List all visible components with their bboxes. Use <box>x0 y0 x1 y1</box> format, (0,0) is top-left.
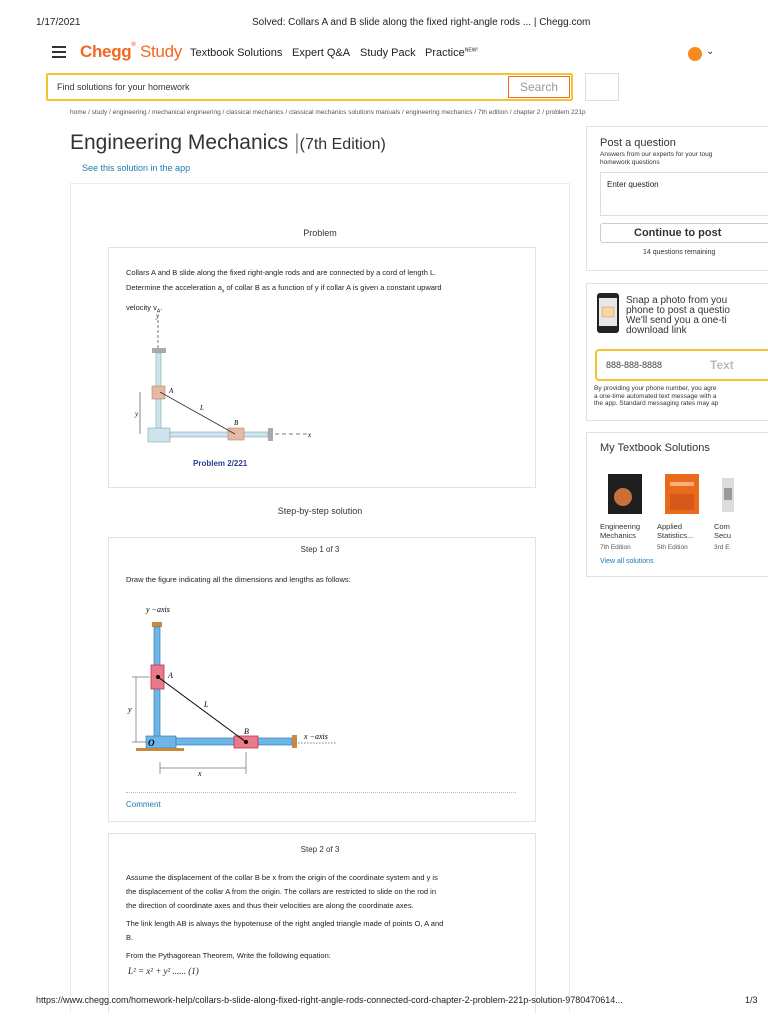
book-cover-2[interactable] <box>665 474 699 514</box>
step-2-equation: L² = x² + y² ...... (1) <box>128 966 199 976</box>
fig1-right-cap <box>292 735 297 748</box>
nav-study-pack[interactable]: Study Pack <box>360 47 416 59</box>
fig-collar-b <box>228 428 244 440</box>
questions-remaining: 14 questions remaining <box>643 249 716 256</box>
fig1-label-a: A <box>168 671 173 680</box>
problem-figure <box>130 310 320 450</box>
problem-heading: Problem <box>303 228 337 238</box>
book-2-edition: 5th Edition <box>657 544 688 551</box>
logo-chegg: Chegg <box>80 42 132 61</box>
problem-line-2a: Determine the acceleration a <box>126 283 222 292</box>
problem-line-3a: velocity v <box>126 302 157 312</box>
search-button[interactable]: Search <box>508 76 570 98</box>
snap-line-2: phone to post a questio <box>626 305 730 316</box>
step-1-text: Draw the figure indicating all the dimensions and lengths as follows: <box>126 575 351 584</box>
book-cover-3[interactable] <box>722 478 734 512</box>
fig-label-y-dim: y <box>135 410 139 418</box>
disclaimer-line-1: By providing your phone number, you agre <box>594 385 717 392</box>
post-subtitle-line-1: Answers from our experts for your toug <box>600 151 713 158</box>
print-page-number: 1/3 <box>745 995 758 1005</box>
step-2-paragraph-2 <box>126 917 443 945</box>
breadcrumb[interactable]: home / study / engineering / mechanical engineering / classical mechanics / classical mechanics solutions manuals / engineering mechanics / 7th edition / chapter 2 / problem 221p <box>70 109 586 116</box>
fig-cord <box>160 392 235 434</box>
problem-line-3b: . <box>160 302 163 312</box>
fig1-label-o: O <box>148 738 155 748</box>
book-3-info[interactable] <box>714 523 734 553</box>
step-2-p1-line-2: the displacement of the collar A from the origin. The collars are restricted to slide on the rod in <box>126 887 437 896</box>
snap-text <box>626 296 730 336</box>
step-1-figure <box>126 600 356 785</box>
step-2-p1-line-1: Assume the displacement of the collar B be x from the origin of the coordinate system and y is <box>126 873 438 882</box>
problem-line-2 <box>126 280 516 300</box>
nav-expert-qa[interactable]: Expert Q&A <box>292 47 351 59</box>
step-2-label: Step 2 of 3 <box>300 845 340 854</box>
book-1-title-1: Engineering <box>600 522 641 531</box>
fig-label-b: B <box>234 419 239 427</box>
book-title: Engineering Mechanics <box>70 131 289 154</box>
fig-label-y: y <box>156 312 160 320</box>
step-1-label: Step 1 of 3 <box>300 545 340 554</box>
phone-icon <box>596 292 620 334</box>
nav-practice[interactable] <box>425 47 478 59</box>
book-3-title-2: Secu <box>714 530 732 540</box>
fig-horizontal-rod <box>170 432 268 437</box>
textbook-solutions-title: My Textbook Solutions <box>600 442 710 454</box>
nav-practice-label: Practice <box>425 47 465 59</box>
nav-textbook-solutions[interactable]: Textbook Solutions <box>190 47 283 59</box>
fig1-label-x: x <box>198 769 202 778</box>
fig1-label-b: B <box>244 727 249 736</box>
new-badge: NEW! <box>464 47 478 54</box>
fig-origin-block <box>148 428 170 442</box>
book-2-title-1: Applied <box>657 522 683 531</box>
step-2-paragraph-1 <box>126 871 438 913</box>
fig-label-a: A <box>169 387 174 395</box>
print-url: https://www.chegg.com/homework-help/collars-b-slide-along-fixed-right-angle-rods-connected-cord-chapter-2-problem-221p-solution-9780470614... <box>36 995 623 1005</box>
continue-to-post-label: Continue to post <box>634 227 722 239</box>
hamburger-menu-icon[interactable] <box>52 43 66 61</box>
step-1-divider <box>126 792 516 793</box>
fig1-top-cap <box>152 622 162 627</box>
chevron-down-icon[interactable]: ⌄ <box>706 46 715 57</box>
fig-top-support <box>152 348 166 353</box>
book-cover-1-art <box>608 474 642 514</box>
search-placeholder: Find solutions for your homework <box>57 82 190 92</box>
search-side-box <box>585 73 619 101</box>
fig-right-support <box>268 428 273 441</box>
page-title: Engineering Mechanics |(7th Edition) <box>70 131 386 154</box>
snap-line-3: We'll send you a one-ti <box>626 315 727 326</box>
chegg-study-logo[interactable]: Chegg® Study <box>80 42 182 61</box>
book-1-title-2: Mechanics <box>600 530 636 540</box>
print-date: 1/17/2021 <box>36 17 81 28</box>
problem-line-1: Collars A and B slide along the fixed right-angle rods and are connected by a cord of length L. <box>126 268 437 277</box>
problem-sub-x: x <box>221 288 225 295</box>
fig1-ground <box>136 748 184 751</box>
fig-collar-a <box>152 386 165 399</box>
text-button[interactable]: Text <box>710 358 734 372</box>
problem-line-2b: of collar B as a function of y if collar A is given a constant upward <box>224 283 442 292</box>
see-solution-in-app-link[interactable]: See this solution in the app <box>82 163 191 173</box>
solution-heading: Step-by-step solution <box>277 506 363 516</box>
figure-caption: Problem 2/221 <box>193 459 248 468</box>
logo-study: Study <box>139 42 182 61</box>
fig1-label-xaxis: x −axis <box>304 732 328 741</box>
book-2-info[interactable] <box>657 523 693 553</box>
comment-link[interactable]: Comment <box>126 800 161 809</box>
book-edition: (7th Edition) <box>299 136 386 153</box>
print-doc-title: Solved: Collars A and B slide along the fixed right-angle rods ... | Chegg.com <box>252 17 591 28</box>
fig1-cord <box>158 677 246 742</box>
book-3-edition: 3rd E <box>714 544 730 551</box>
fig-label-x: x <box>308 431 312 439</box>
avatar[interactable] <box>688 47 702 61</box>
book-1-edition: 7th Edition <box>600 544 631 551</box>
step-2-p2-line-1: The link length AB is always the hypotenuse of the right angled triangle made of points O, A and <box>126 919 444 928</box>
post-question-title: Post a question <box>600 137 676 149</box>
book-cover-1[interactable] <box>608 474 642 514</box>
fig-label-l: L <box>200 404 204 412</box>
book-3-title-1: Com <box>714 523 730 531</box>
question-input-placeholder: Enter question <box>607 180 659 189</box>
view-all-solutions-link[interactable]: View all solutions <box>600 558 654 565</box>
step-2-p2-line-2: B. <box>126 933 134 942</box>
disclaimer-line-2: a one-time automated text message with a <box>594 392 717 400</box>
snap-line-4: download link <box>626 325 687 336</box>
step-2-paragraph-3: From the Pythagorean Theorem, Write the following equation: <box>126 951 331 960</box>
question-input[interactable] <box>600 172 768 216</box>
step-2-p1-line-3: the direction of coordinate axes and thus their velocities are along the coordinate axes. <box>126 901 414 910</box>
post-subtitle-line-2: homework questions <box>600 158 660 166</box>
problem-sub-a: A <box>156 308 161 314</box>
book-2-title-2: Statistics... <box>657 530 694 540</box>
post-question-subtitle <box>600 151 712 166</box>
fig1-label-y: y <box>128 705 132 714</box>
fig1-label-yaxis: y −axis <box>146 605 170 614</box>
phone-placeholder: 888-888-8888 <box>606 360 663 370</box>
sms-disclaimer <box>594 385 718 408</box>
disclaimer-line-3: the app. Standard messaging rates may ap <box>594 400 719 407</box>
fig1-label-l: L <box>204 700 209 709</box>
snap-line-1: Snap a photo from you <box>626 295 728 306</box>
book-1-info[interactable] <box>600 523 640 553</box>
